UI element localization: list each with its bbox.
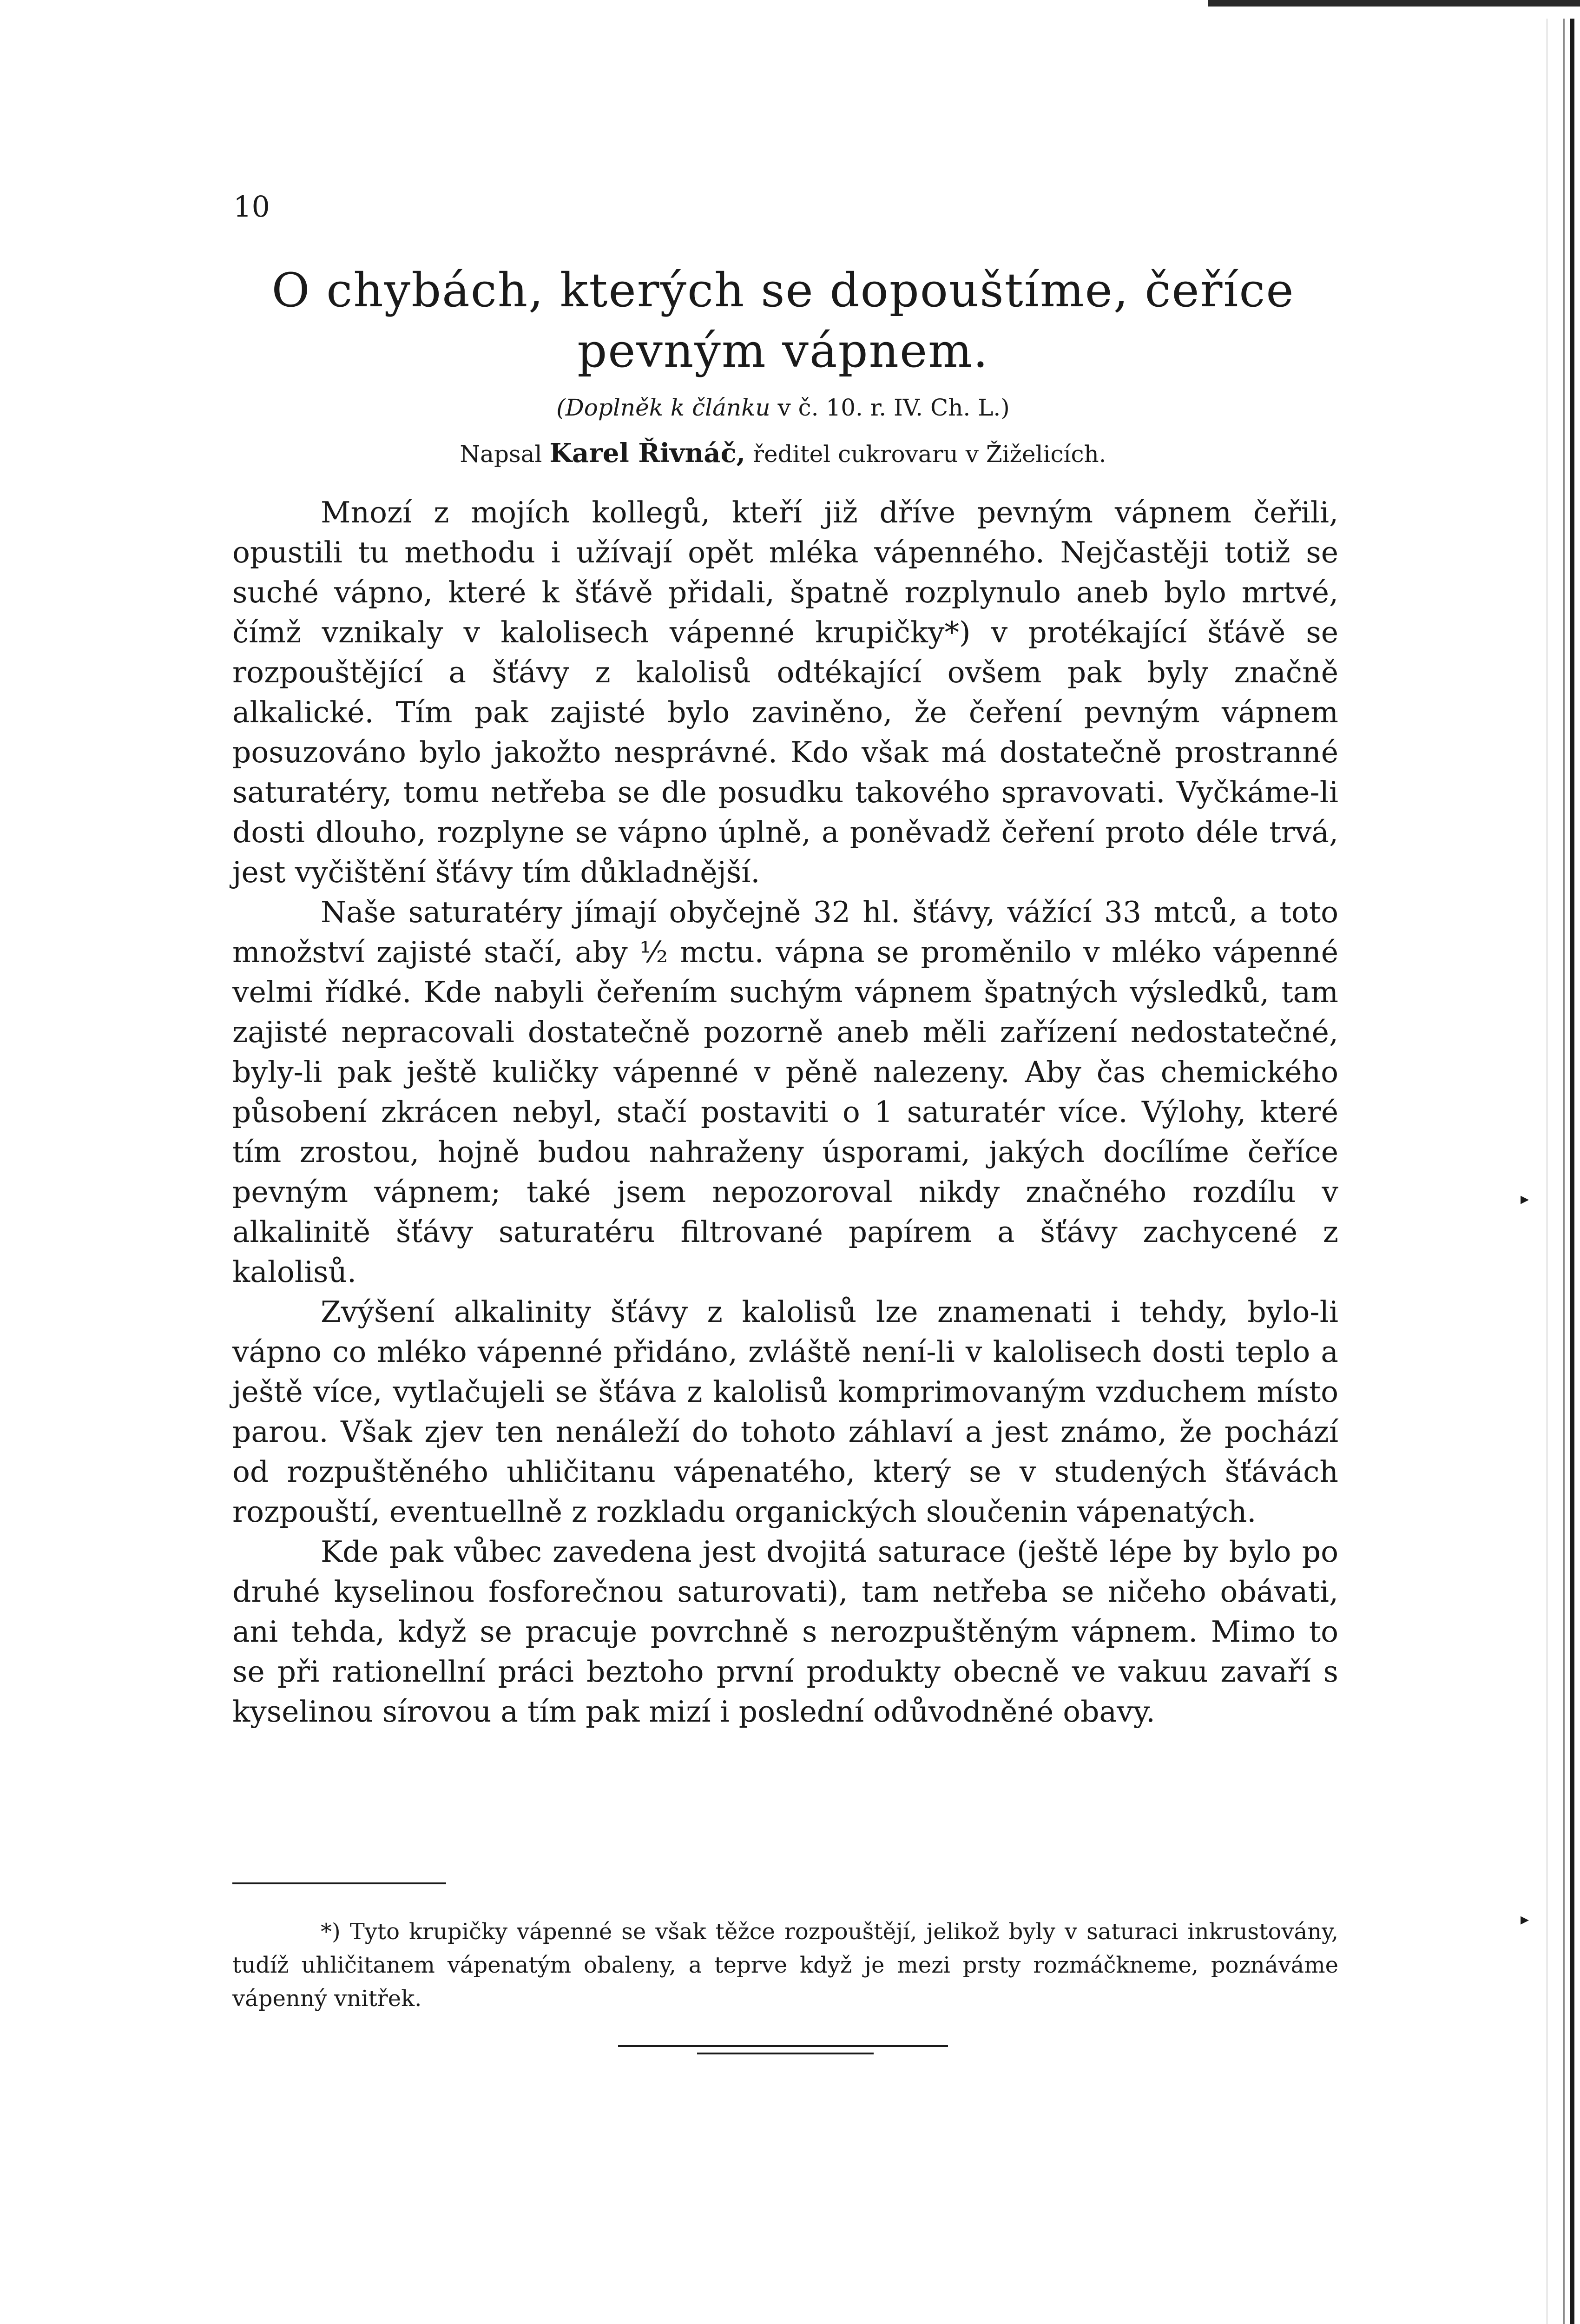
end-rule (697, 2053, 874, 2054)
paragraph: Kde pak vůbec zavedena jest dvojitá saturace (ještě lépe by bylo po druhé kyselinou fosforečnou saturovati), tam netřeba se ničeho obávati, ani tehda, když se pracuje povrchně s nerozpuštěným vápnem. Mimo to se při rationellní práci beztoho první produkty obecně ve vakuu zavaří s kyselinou sírovou a tím pak mizí i poslední odůvodněné obavy. (232, 1535, 1338, 1729)
scan-right-edge (1547, 19, 1580, 2324)
footnote-separator (232, 1882, 446, 1884)
byline-prefix: Napsal (460, 441, 542, 468)
margin-mark: ▸ (1521, 1189, 1529, 1208)
footnote: *) Tyto krupičky vápenné se však těžce rozpouštějí, jelikož byly v saturaci inkrustovány, tudíž uhličitanem vápenatým obaleny, a teprve když je mezi prsty rozmáčkneme, poznáváme vápenný vnitřek. (232, 1919, 1338, 2012)
byline (218, 437, 1348, 470)
scan-edge-line (1563, 19, 1565, 2324)
scan-edge-band (1570, 19, 1574, 2324)
paragraph: Zvýšení alkalinity šťávy z kalolisů lze znamenati i tehdy, bylo-li vápno co mléko vápenné přidáno, zvláště není-li v kalolisech dosti teplo a ještě více, vytlačujeli se šťáva z kalolisů komprimovaným vzduchem místo parou. Však zjev ten nenáleží do tohoto záhlaví a jest známo, že pochází od rozpuštěného uhličitanu vápenatého, který se v studených šťávách rozpouští, eventuellně z rozkladu organických sloučenin vápenatých. (232, 1295, 1338, 1529)
author-name: Karel Řivnáč, (549, 438, 746, 469)
margin-mark: ▸ (1521, 1910, 1529, 1929)
supplement-reference: v č. 10. r. IV. Ch. L.) (777, 394, 1010, 421)
author-position: ředitel cukrovaru v Žiželicích. (753, 441, 1106, 468)
paragraph: Mnozí z mojích kollegů, kteří již dříve pevným vápnem čeřili, opustili tu methodu i užívají opět mléka vápenného. Nejčastěji totiž se suché vápno, které k šťávě přidali, špatně rozplynulo aneb bylo mrtvé, čímž vznikaly v kalolisech vápenné krupičky*) v protékající šťávě se rozpouštějící a šťávy z kalolisů odtékající ovšem pak byly značně alkalické. Tím pak zajisté bylo zaviněno, že čeření pevným vápnem posuzováno bylo jakožto nesprávné. Kdo však má dostatečně prostranné saturatéry, tomu netřeba se dle posudku takového spravovati. Vyčkáme-li dosti dlouho, rozplyne se vápno úplně, a poněvadž čeření proto déle trvá, jest vyčištění šťávy tím důkladnější. (232, 495, 1338, 889)
scan-top-edge (1208, 0, 1580, 7)
end-rule (618, 2045, 948, 2047)
article-title: O chybách, kterých se dopouštíme, čeříce pevným vápnem. (271, 263, 1295, 378)
page-number: 10 (233, 190, 270, 224)
article-body (232, 493, 1338, 1732)
paragraph: Naše saturatéry jímají obyčejně 32 hl. šťávy, vážící 33 mtců, a toto množství zajisté stačí, aby ½ mctu. vápna se proměnilo v mléko vápenné velmi řídké. Kde nabyli čeřením suchým vápnem špatných výsledků, tam zajisté nepracovali dostatečně pozorně aneb měli zařízení nedostatečné, byly-li pak ještě kuličky vápenné v pěně nalezeny. Aby čas chemického působení zkrácen nebyl, stačí postaviti o 1 saturatér více. Výlohy, které tím zrostou, hojně budou nahraženy úsporami, jakých docílíme čeříce pevným vápnem; také jsem nepozoroval nikdy značného rozdílu v alkalinitě šťávy saturatéru filtrované papírem a šťávy zachycené z kalolisů. (232, 895, 1338, 1289)
supplement-note (218, 391, 1348, 424)
supplement-prefix: (Doplněk k článku (556, 394, 770, 421)
